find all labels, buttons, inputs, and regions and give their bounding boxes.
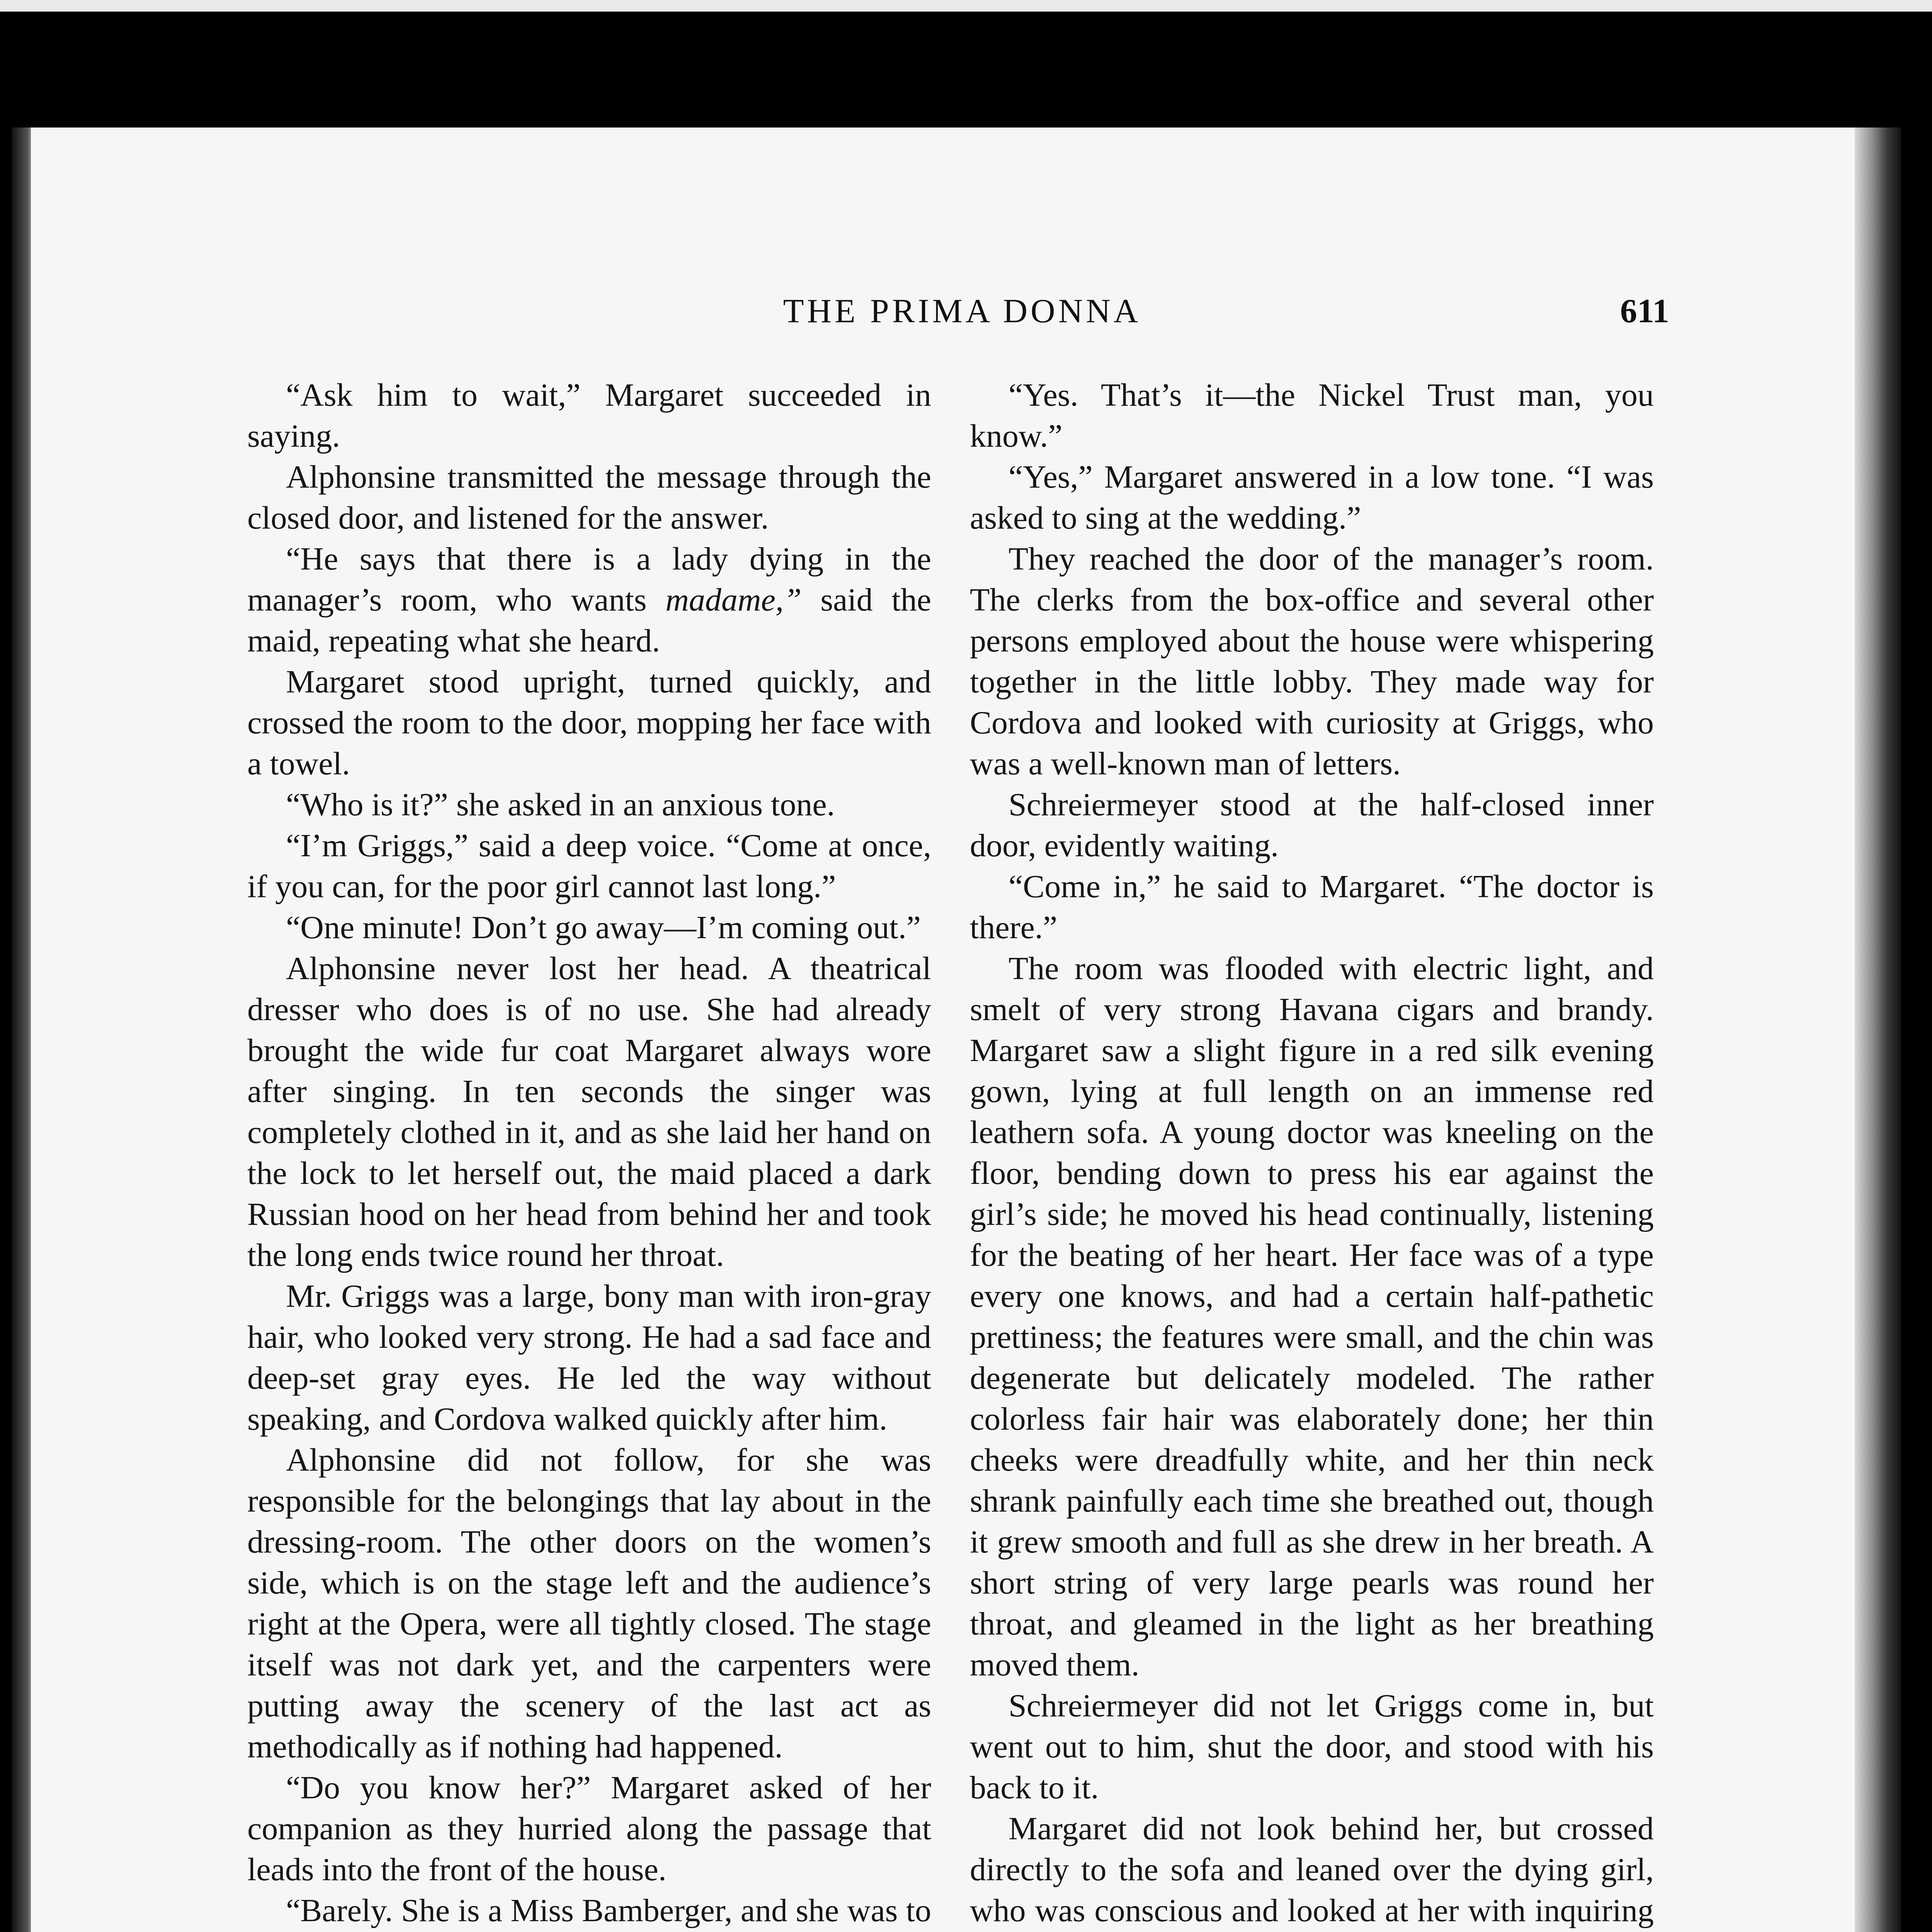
paragraph-text: Alphonsine never lost her head. A theatrical dresser who does is of no use. She had already brought the wide fur coat Margaret always wore after singing. In ten seconds the singer was completely clothed in it, and as she laid her hand on the lock to let herself out, the maid placed a dark Russian hood on her head from behind her and took the long ends twice round her throat.: [247, 951, 931, 1273]
paragraph: [970, 866, 1654, 948]
paragraph-text: “One minute! Don’t go away—I’m coming out.”: [286, 910, 921, 946]
paragraph-text: Alphonsine transmitted the message through the closed door, and listened for the answer.: [247, 459, 931, 536]
paragraph-text: “Ask him to wait,” Margaret succeeded in saying.: [247, 377, 931, 454]
paragraph-text: “I’m Griggs,” said a deep voice. “Come at once, if you can, for the poor girl cannot last long.”: [247, 828, 931, 905]
paragraph: [970, 375, 1654, 457]
paragraph: [970, 784, 1654, 866]
page-number: 611: [1620, 293, 1669, 330]
paragraph: [247, 539, 931, 662]
right-text-column: [970, 375, 1654, 1932]
paragraph-text: Margaret stood upright, turned quickly, and crossed the room to the door, mopping her face with a towel.: [247, 664, 931, 782]
paragraph: [247, 1890, 931, 1932]
paragraph: [247, 784, 931, 825]
paragraph: [970, 1685, 1654, 1808]
paragraph-text: “Come in,” he said to Margaret. “The doctor is there.”: [970, 869, 1654, 946]
paragraph: [247, 948, 931, 1276]
paragraph-text: “Yes,” Margaret answered in a low tone. “I was asked to sing at the wedding.”: [970, 459, 1654, 536]
paragraph-text: “He says that there is a lady dying in the manager’s room, who wants: [247, 541, 931, 618]
paragraph: [970, 539, 1654, 784]
paragraph-text: The room was flooded with electric light, and smelt of very strong Havana cigars and brandy. Margaret saw a slight figure in a red silk evening gown, lying at full length on an immense red leathern sofa. A young doctor was kneeling on the floor, bending down to press his ear against the girl’s side; he moved his head continually, listening for the beating of her heart. Her face was of a type every one knows, and had a certain half-pathetic prettiness; the features were small, and the chin was degenerate but delicately modeled. The rather colorless fair hair was elaborately done; her thin cheeks were dreadfully white, and her thin neck shrank painfully each time she breathed out, though it grew smooth and full as she drew in her breath. A short string of very large pearls was round her throat, and gleamed in the light as her breathing moved them.: [970, 951, 1654, 1683]
paragraph: [247, 1767, 931, 1890]
paragraph: [247, 907, 931, 948]
paragraph: [247, 1276, 931, 1440]
left-text-column: [247, 375, 931, 1932]
paragraph: [970, 948, 1654, 1685]
book-spine-edge: [1855, 128, 1901, 1932]
paragraph-text: “Who is it?” she asked in an anxious tone.: [286, 787, 835, 823]
paragraph-text: Schreiermeyer stood at the half-closed inner door, evidently waiting.: [970, 787, 1654, 864]
paragraph-text: Schreiermeyer did not let Griggs come in, but went out to him, shut the door, and stood with his back to it.: [970, 1688, 1654, 1806]
paragraph: [247, 375, 931, 457]
paragraph-text: “Barely. She is a Miss Bamberger, and she was to: [286, 1893, 931, 1929]
paragraph: [247, 1440, 931, 1767]
page-header: [255, 292, 1669, 334]
paragraph-text: “Do you know her?” Margaret asked of her companion as they hurried along the passage that leads into the front of the house.: [247, 1770, 931, 1888]
paragraph-text: said the maid, repeating what she heard.: [247, 582, 932, 659]
paragraph-text: Mr. Griggs was a large, bony man with iron-gray hair, who looked very strong. He had a sad face and deep-set gray eyes. He led the way without speaking, and Cordova walked quickly after him.: [247, 1278, 931, 1437]
scan-top-edge: [0, 0, 1932, 12]
italic-text: madame,”: [665, 582, 802, 618]
paragraph: [247, 662, 931, 784]
paragraph: [247, 457, 931, 539]
running-head: THE PRIMA DONNA: [783, 293, 1141, 330]
paragraph: [970, 1808, 1654, 1932]
paragraph-text: “Yes. That’s it—the Nickel Trust man, you know.”: [970, 377, 1654, 454]
paragraph-text: They reached the door of the manager’s room. The clerks from the box-office and several other persons employed about the house were whispering together in the little lobby. They made way for Cordova and looked with curiosity at Griggs, who was a well-known man of letters.: [970, 541, 1654, 782]
paragraph-text: Alphonsine did not follow, for she was responsible for the belongings that lay about in the dressing-room. The other doors on the women’s side, which is on the stage left and the audience’s right at the Opera, were all tightly closed. The stage itself was not dark yet, and the carpenters were putting away the scenery of the last act as methodically as if nothing had happened.: [247, 1442, 931, 1765]
paragraph: [247, 825, 931, 907]
paragraph: [970, 457, 1654, 539]
paragraph-text: Margaret did not look behind her, but crossed directly to the sofa and leaned over the dying girl, who was conscious and looked at her with inquiring: [970, 1811, 1654, 1929]
